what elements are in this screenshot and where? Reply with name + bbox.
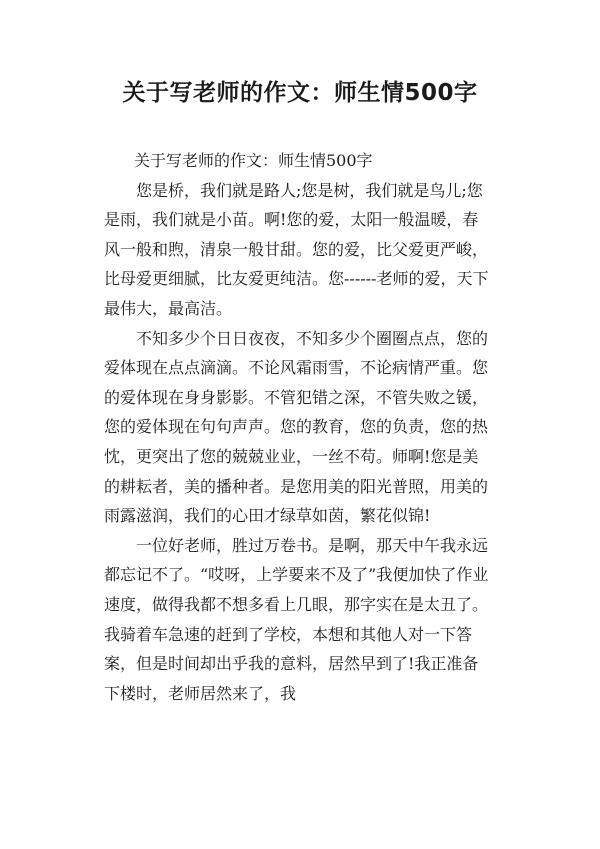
paragraph-3: 一位好老师，胜过万卷书。是啊，那天中午我永远都忘记不了。“哎呀，上学要来不及了”我便加快了作业速度，做得我都不想多看上几眼，那字实在是太丑了。我骑着车急速的赶到了学校，本想和其他人对一下答案，但是时间却出乎我的意料，居然早到了!我正准备下楼时，老师居然来了，我 <box>104 535 489 703</box>
document-title: 关于写老师的作文：师生情500字 <box>122 80 478 106</box>
document-subtitle: 关于写老师的作文：师生情500字 <box>134 151 373 170</box>
paragraph-2: 不知多少个日日夜夜，不知多少个圈圈点点，您的爱体现在点点滴滴。不论风霜雨雪，不论病情严重。您的爱体现在身身影影。不管犯错之深，不管失败之锾，您的爱体现在句句声声。您的教育，您的负责，您的热忱，更突出了您的兢兢业业，一丝不苟。师啊!您是美的耕耘者，美的播种者。是您用美的阳光普照，用美的雨露滋润，我们的心田才绿草如茵，繁花似锦! <box>104 328 489 526</box>
document-body <box>104 146 492 708</box>
paragraph-1: 您是桥，我们就是路人;您是树，我们就是鸟儿;您是雨，我们就是小苗。啊!您的爱，太阳一般温暖，春风一般和煦，清泉一般甘甜。您的爱，比父爱更严峻，比母爱更细腻，比友爱更纯洁。您------老师的爱，天下最伟大，最高洁。 <box>104 180 489 318</box>
